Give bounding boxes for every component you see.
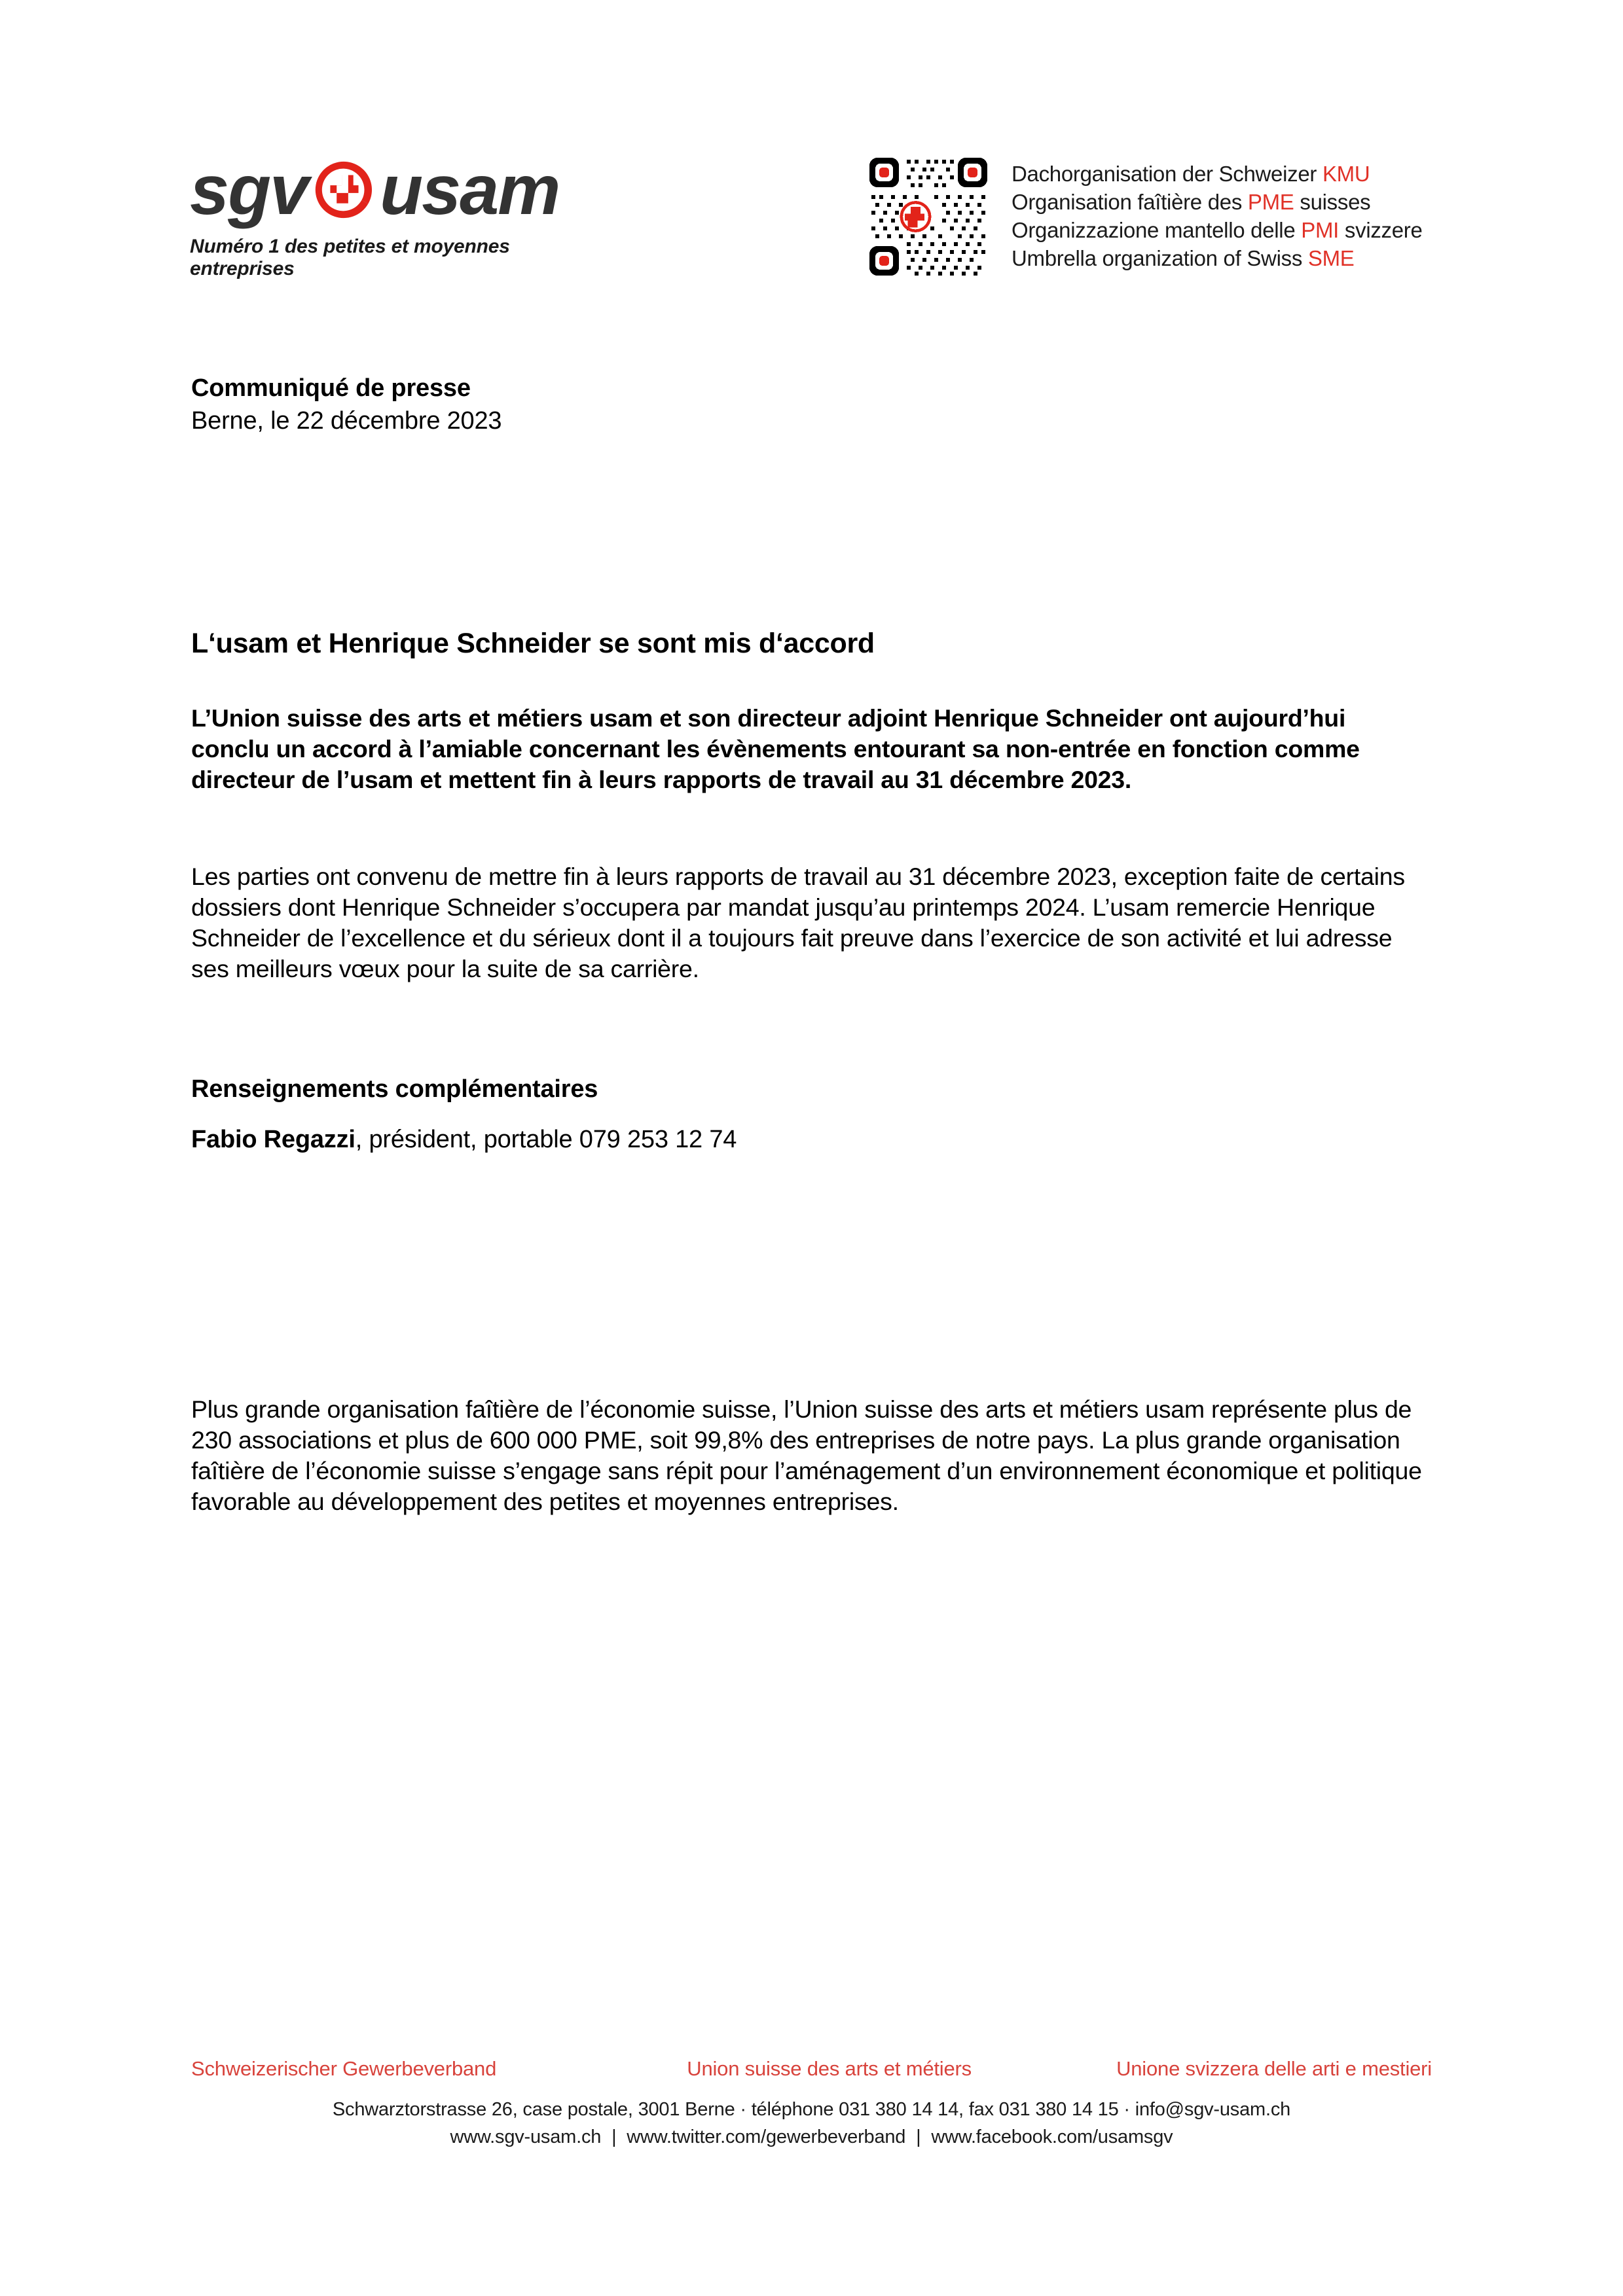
boilerplate-paragraph: Plus grande organisation faîtière de l’économie suisse, l’Union suisse des arts et métiers usam représente plus de 230 associations et plus de 600 000 PME, soit 99,8% des entreprises de notre pays. La plus grande organisation faîtière de l’économie suisse s’engage sans répit pour l’aménagement d’un environnement économique et politique favorable au développement des petites et moyennes entreprises. xyxy=(191,1395,1422,1515)
contact-heading: Renseignements complémentaires xyxy=(191,1075,598,1103)
footer-organisation-names xyxy=(191,2057,1432,2081)
claim-fr-suffix: suisses xyxy=(1294,190,1371,214)
sgv-usam-logo xyxy=(190,151,609,280)
footer-links xyxy=(0,2123,1623,2151)
claim-line-fr xyxy=(1012,188,1423,216)
claim-fr-highlight: PME xyxy=(1247,190,1294,214)
footer-org-fr: Union suisse des arts et métiers xyxy=(687,2057,972,2080)
qr-code-icon xyxy=(867,156,989,278)
claim-en-highlight: SME xyxy=(1307,246,1355,270)
logo-wordmark xyxy=(190,151,609,229)
claim-line-it xyxy=(1012,216,1423,244)
claim-it-suffix: svizzere xyxy=(1339,218,1423,242)
page-title: L‘usam et Henrique Schneider se sont mis d‘accord xyxy=(191,627,875,659)
body-paragraph: Les parties ont convenu de mettre fin à leurs rapports de travail au 31 décembre 2023, exception faite de certains dossiers dont Henrique Schneider s’occupera par mandat jusqu’au printemps 2024. L’usam remercie Henrique Schneider de l’excellence et du sérieux dont il a toujours fait preuve dans l’exercice de son activité et lui adresse ses meilleurs vœux pour la suite de sa carrière. xyxy=(191,862,1405,982)
press-release-meta xyxy=(191,372,846,437)
swiss-cross-logo-icon xyxy=(312,158,376,222)
claim-it-highlight: PMI xyxy=(1301,218,1340,242)
dateline: Berne, le 22 décembre 2023 xyxy=(191,407,502,435)
document-header xyxy=(190,151,1446,288)
logo-tagline: Numéro 1 des petites et moyennes entreprises xyxy=(190,236,510,279)
claim-en-prefix: Umbrella organization of Swiss xyxy=(1012,246,1308,270)
footer-link-facebook[interactable]: www.facebook.com/usamsgv xyxy=(931,2126,1173,2147)
claim-de-prefix: Dachorganisation der Schweizer xyxy=(1012,162,1322,186)
footer-link-website[interactable]: www.sgv-usam.ch xyxy=(450,2126,602,2147)
claim-de-highlight: KMU xyxy=(1322,162,1370,186)
claim-block xyxy=(867,156,1423,278)
contact-name: Fabio Regazzi xyxy=(191,1126,356,1153)
claim-lines xyxy=(1012,156,1423,272)
logo-text-sgv: sgv xyxy=(190,150,308,229)
contact-details: , président, portable 079 253 12 74 xyxy=(355,1126,737,1153)
claim-line-en xyxy=(1012,244,1423,272)
footer-org-it: Unione svizzera delle arti e mestieri xyxy=(1116,2057,1432,2080)
footer-link-twitter[interactable]: www.twitter.com/gewerbeverband xyxy=(627,2126,906,2147)
claim-it-prefix: Organizzazione mantello delle xyxy=(1012,218,1302,242)
claim-fr-prefix: Organisation faîtière des xyxy=(1012,190,1248,214)
footer-org-de: Schweizerischer Gewerbeverband xyxy=(191,2057,497,2080)
contact-person xyxy=(191,1124,737,1155)
logo-text-usam: usam xyxy=(380,150,560,229)
claim-line-de xyxy=(1012,160,1423,188)
document-type-label: Communiqué de presse xyxy=(191,374,471,402)
footer-address: Schwarztorstrasse 26, case postale, 3001 Berne · téléphone 031 380 14 14, fax 031 380 14 15 · info@sgv-usam.ch xyxy=(332,2099,1291,2120)
lead-paragraph: L’Union suisse des arts et métiers usam et son directeur adjoint Henrique Schneider ont aujourd’hui conclu un accord à l’amiable concernant les évènements entourant sa non-entrée en fonction comme directeur de l’usam et mettent fin à leurs rapports de travail au 31 décembre 2023. xyxy=(191,704,1360,793)
footer-link-separator-2: | xyxy=(916,2126,921,2147)
footer-link-separator-1: | xyxy=(611,2126,617,2147)
